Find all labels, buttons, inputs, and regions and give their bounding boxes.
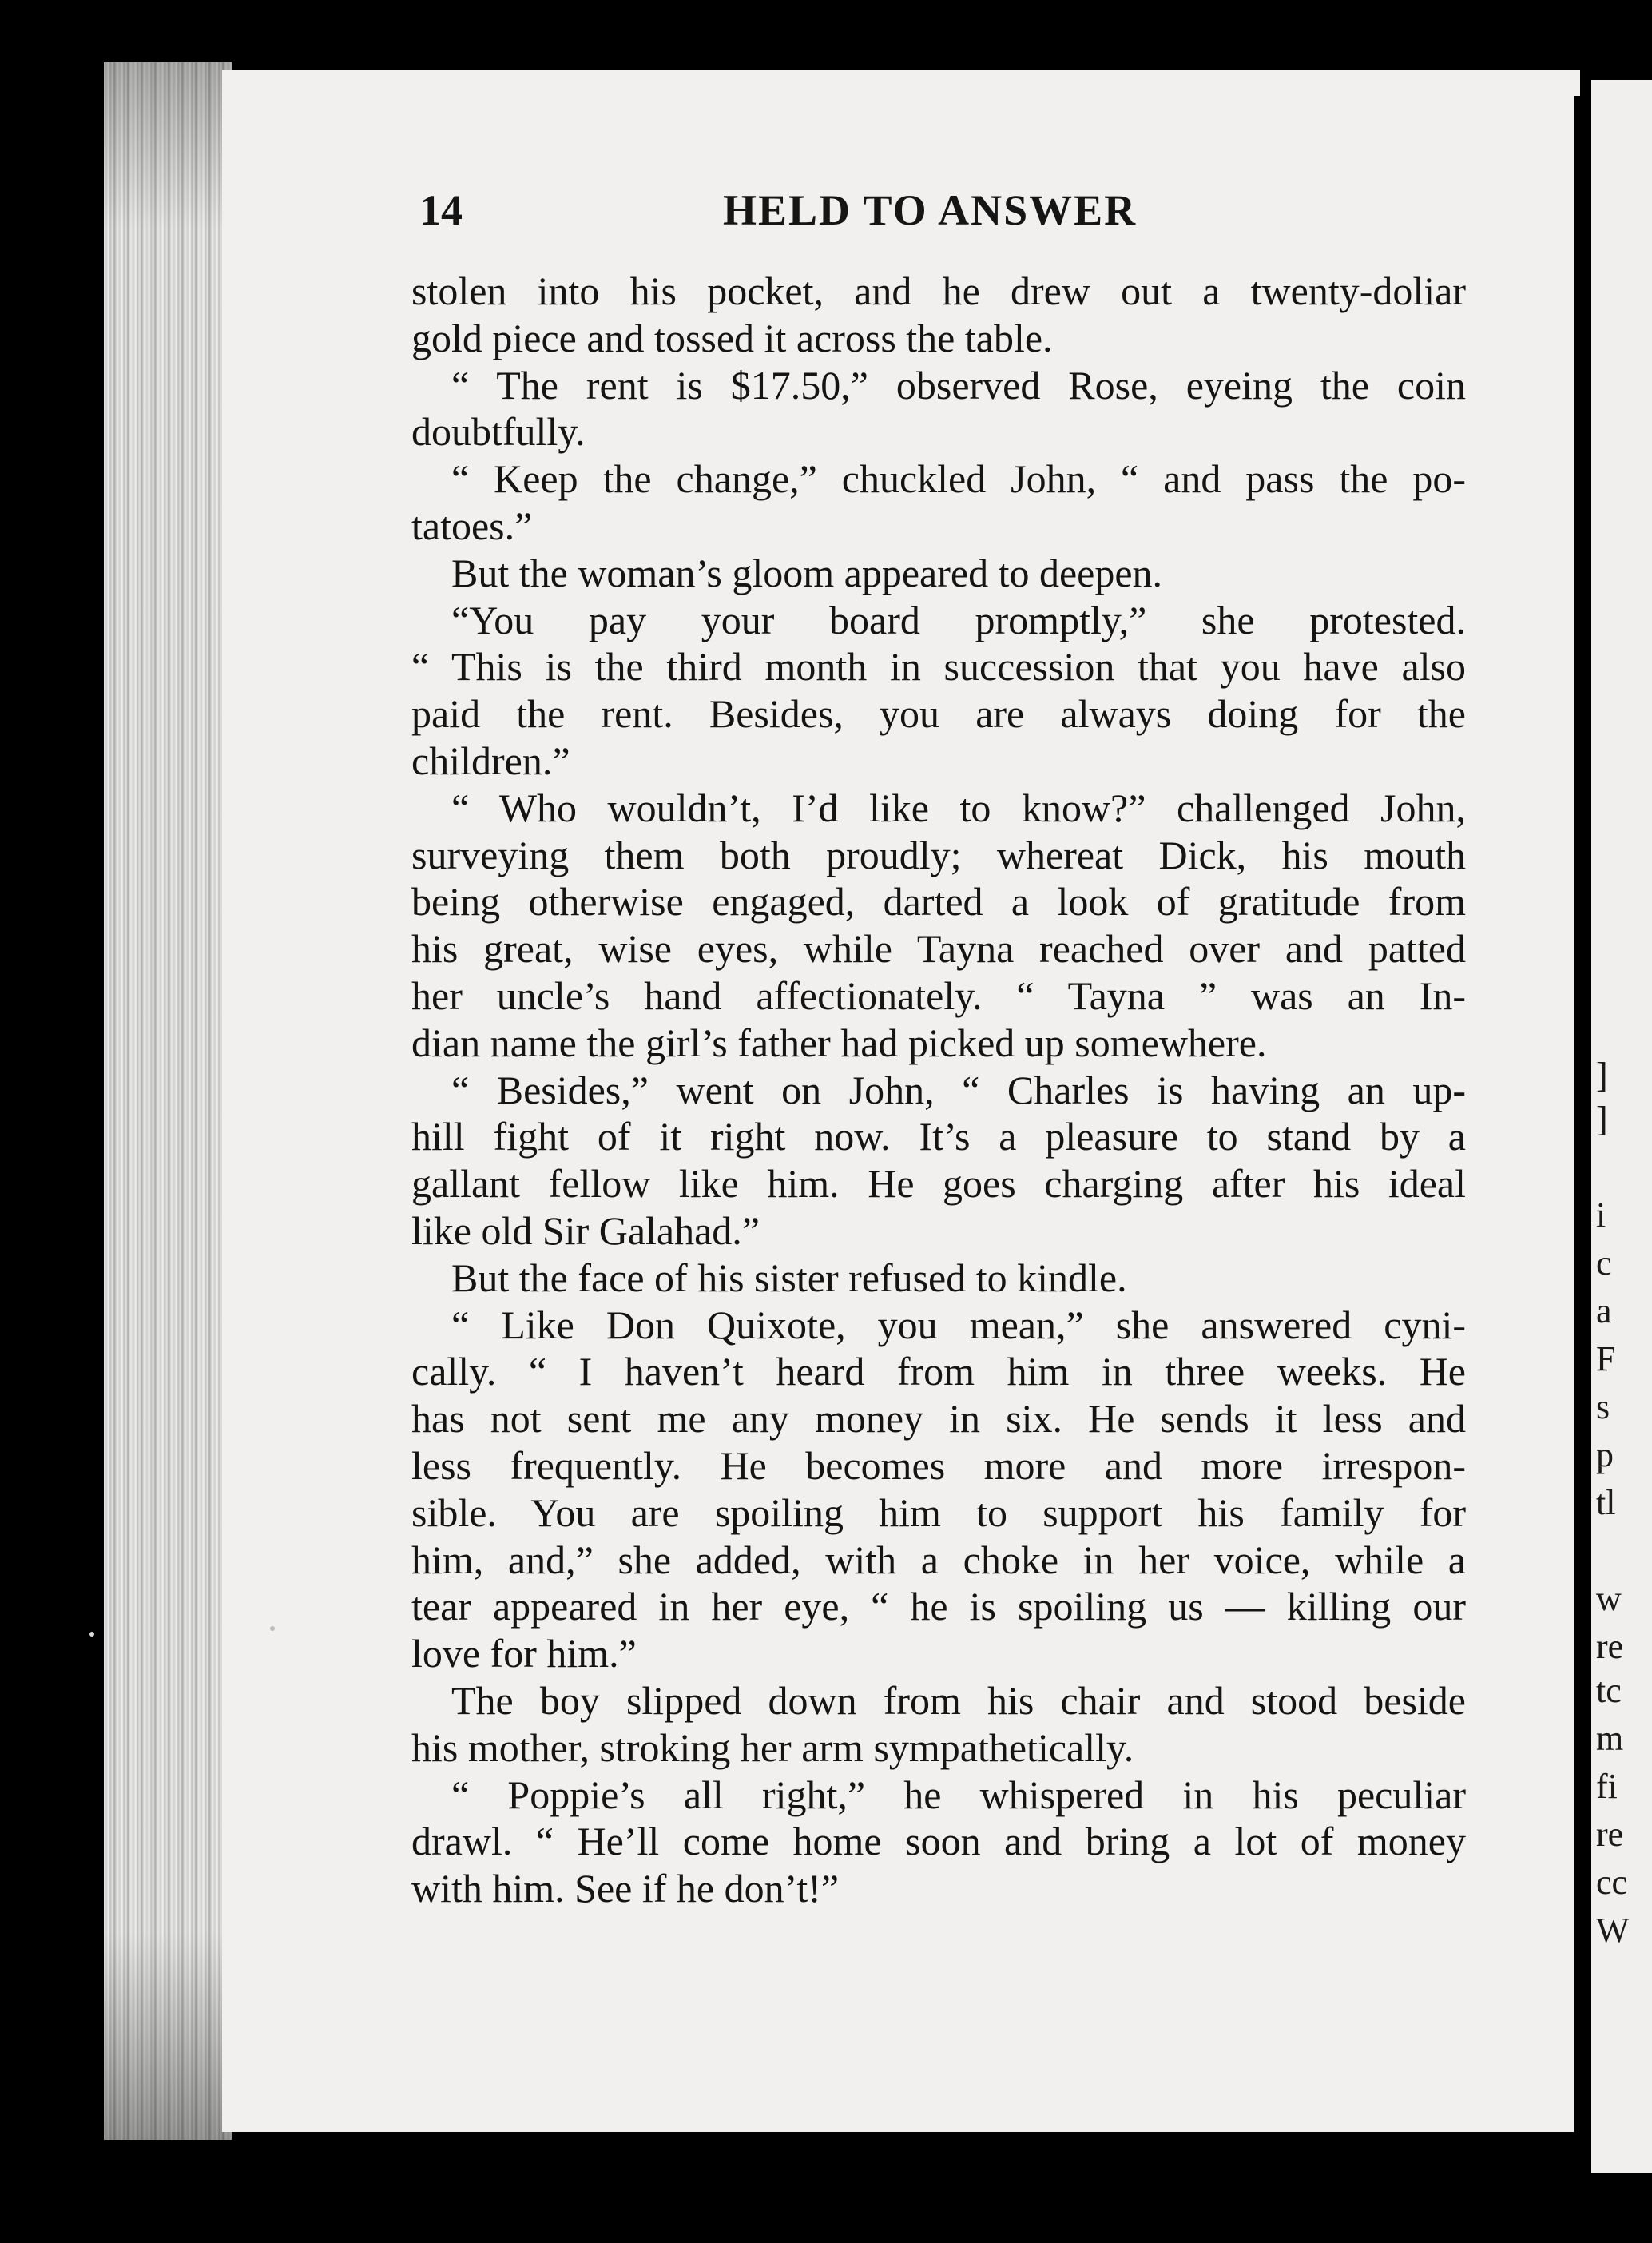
text-line: sible. You are spoiling him to support his family for [411, 1489, 1466, 1535]
text-line: But the face of his sister refused to kindle. [451, 1255, 1127, 1300]
text-line: tatoes.” [411, 503, 533, 548]
running-title: HELD TO ANSWER [723, 186, 1138, 234]
text-line: “You pay your board promptly,” she protested. [451, 597, 1466, 642]
facing-page-fragment: ] [1596, 1056, 1608, 1095]
facing-page-fragment: tl [1596, 1483, 1616, 1522]
text-line: him, and,” she added, with a choke in her voice, while a [411, 1537, 1466, 1582]
facing-page-fragment: s [1596, 1387, 1610, 1426]
text-line: gallant fellow like him. He goes charging after his ideal [411, 1161, 1466, 1207]
text-line: “ This is the third month in succession that you have also [411, 644, 1466, 690]
facing-page-fragment: p [1596, 1435, 1614, 1474]
page-number: 14 [419, 186, 463, 234]
text-line: drawl. “ He’ll come home soon and bring a lot of money [411, 1819, 1466, 1864]
facing-page-fragment: tc [1596, 1671, 1622, 1710]
text-line: dian name the girl’s father had picked up somewhere. [411, 1020, 1267, 1065]
text-line: stolen into his pocket, and he drew out a twenty-doliar [411, 268, 1466, 313]
text-line: cally. “ I haven’t heard from him in three weeks. He [411, 1349, 1466, 1394]
text-line: “ Besides,” went on John, “ Charles is having an up- [451, 1067, 1466, 1112]
facing-page-fragment: i [1596, 1195, 1606, 1235]
text-line: But the woman’s gloom appeared to deepen. [451, 550, 1163, 595]
facing-page-fragment: fi [1596, 1767, 1618, 1806]
page-edges [104, 62, 232, 2140]
facing-page-fragment: ] [1596, 1100, 1608, 1139]
facing-page-fragment: w [1596, 1579, 1622, 1618]
text-line: “ Who wouldn’t, I’d like to know?” challenged John, [451, 785, 1466, 830]
speck [89, 1632, 94, 1637]
facing-page-fragment: c [1596, 1243, 1612, 1283]
text-line: his mother, stroking her arm sympathetically. [411, 1724, 1134, 1770]
facing-page-fragment: F [1596, 1339, 1616, 1378]
facing-page-sliver [1591, 80, 1652, 2173]
text-line: “ Poppie’s all right,” he whispered in his peculiar [451, 1772, 1466, 1817]
gutter [1574, 96, 1590, 2142]
text-line: gold piece and tossed it across the table. [411, 315, 1053, 360]
text-line: tear appeared in her eye, “ he is spoiling us — killing our [411, 1584, 1466, 1629]
text-line: being otherwise engaged, darted a look of gratitude from [411, 879, 1466, 925]
text-line: with him. See if he don’t!” [411, 1866, 840, 1911]
text-line: surveying them both proudly; whereat Dick, his mouth [411, 832, 1466, 877]
text-line: hill fight of it right now. It’s a pleasure to stand by a [411, 1114, 1466, 1159]
facing-page-fragment: cc [1596, 1863, 1628, 1902]
text-line: doubtfully. [411, 409, 586, 455]
text-line: love for him.” [411, 1631, 637, 1676]
running-head [419, 185, 1466, 241]
body-text [411, 268, 1466, 1912]
facing-page-fragment: W [1596, 1911, 1630, 1950]
facing-page-fragment: a [1596, 1291, 1612, 1330]
text-line: The boy slipped down from his chair and stood beside [451, 1677, 1466, 1723]
text-line: children.” [411, 738, 570, 783]
text-line: her uncle’s hand affectionately. “ Tayna ” was an In- [411, 972, 1466, 1018]
text-line: like old Sir Galahad.” [411, 1207, 760, 1253]
text-line: “ Like Don Quixote, you mean,” she answered cyni- [451, 1302, 1466, 1347]
text-line: paid the rent. Besides, you are always doing for the [411, 691, 1466, 737]
facing-page-fragment: m [1596, 1719, 1624, 1758]
speck [270, 1626, 275, 1631]
text-line: “ Keep the change,” chuckled John, “ and pass the po- [451, 456, 1466, 502]
text-line: “ The rent is $17.50,” observed Rose, eyeing the coin [451, 362, 1466, 408]
facing-page-fragment: re [1596, 1815, 1624, 1854]
text-line: less frequently. He becomes more and more irrespon- [411, 1442, 1466, 1488]
text-line: has not sent me any money in six. He sends it less and [411, 1396, 1466, 1442]
text-line: his great, wise eyes, while Tayna reached over and patted [411, 926, 1466, 972]
facing-page-fragment: re [1596, 1627, 1624, 1666]
